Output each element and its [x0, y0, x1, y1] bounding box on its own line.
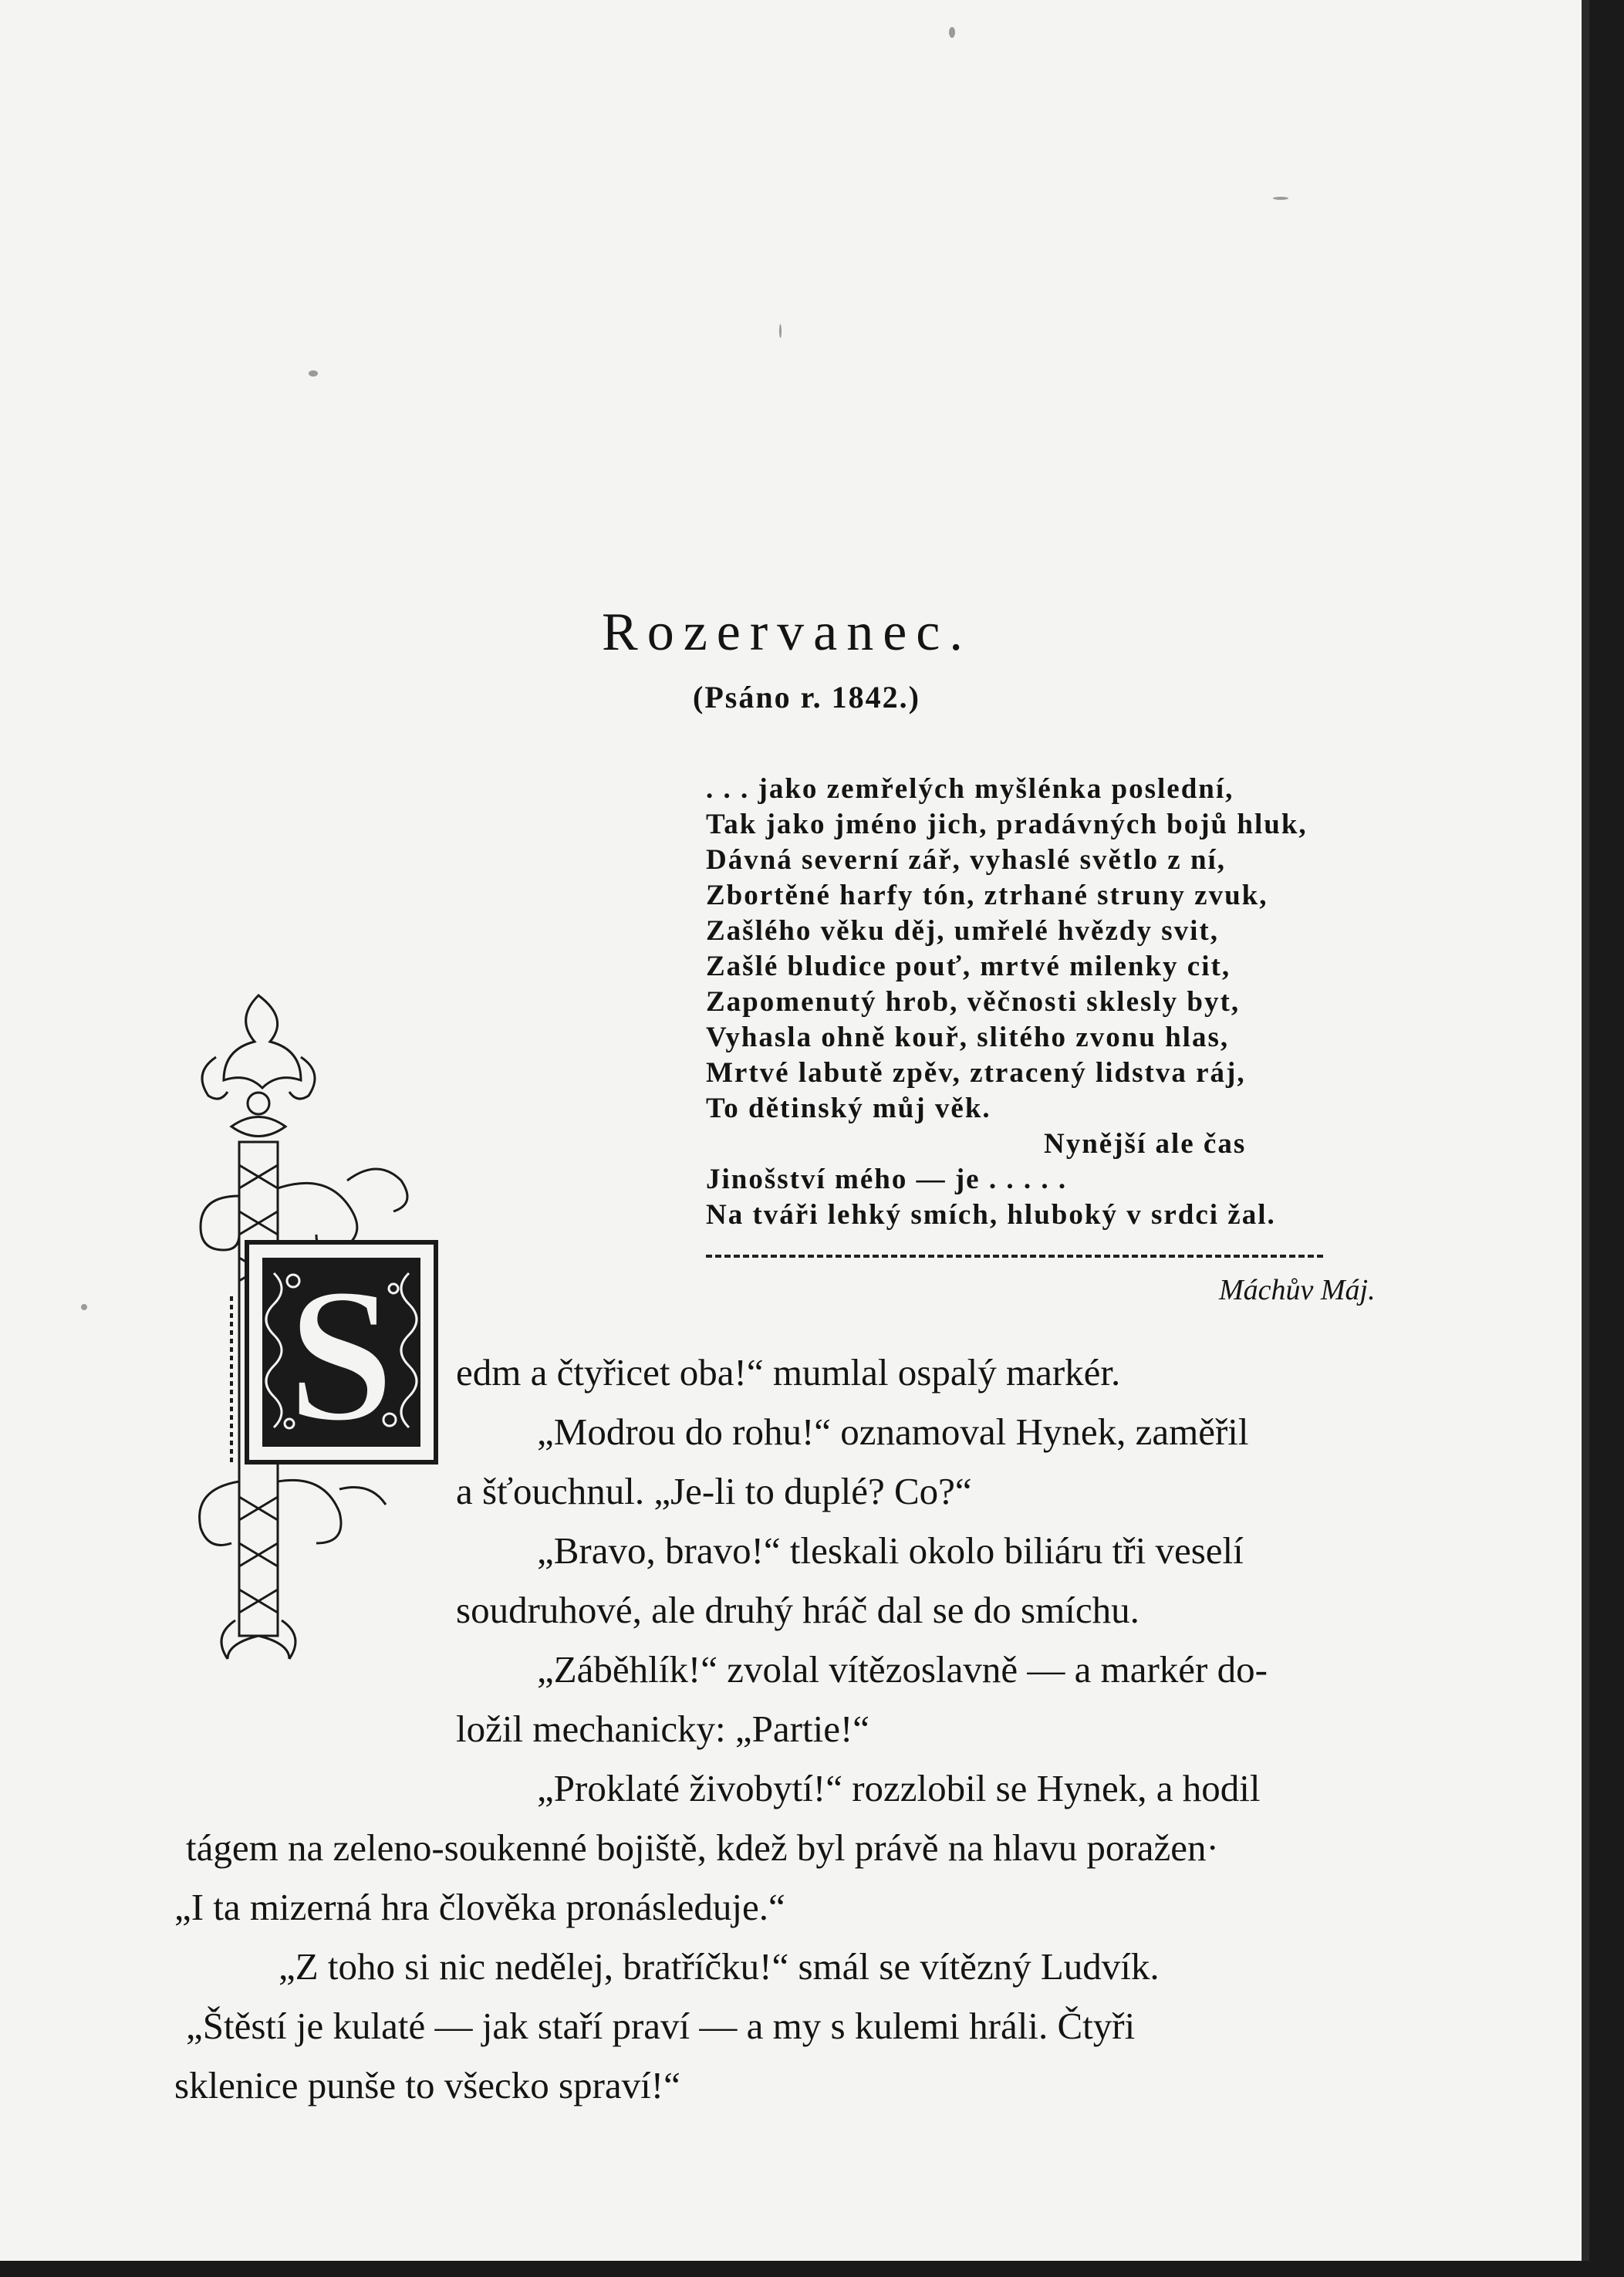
chapter-subtitle: (Psáno r. 1842.) [693, 680, 920, 715]
body-line: ložil mechanicky: „Partie!“ [456, 1708, 870, 1750]
body-line: „Záběhlík!“ zvolal vítězoslavně — a markér do- [537, 1648, 1268, 1691]
motto-line: Zašlého věku děj, umřelé hvězdy svit, [706, 915, 1219, 947]
initial-letter: S [287, 1248, 395, 1462]
motto-line: Dávná severní zář, vyhaslé světlo z ní, [706, 844, 1227, 876]
body-line: soudruhové, ale druhý hráč dal se do smíchu. [456, 1589, 1140, 1631]
motto-line: Zbortěné harfy tón, ztrhané struny zvuk, [706, 880, 1268, 911]
paper-speck [949, 27, 955, 38]
motto-verse [706, 772, 1477, 1258]
body-line: „Bravo, bravo!“ tleskali okolo biliáru tři veselí [537, 1529, 1244, 1572]
motto-line: To dětinský můj věk. [706, 1093, 991, 1124]
body-line: „I ta mizerná hra člověka pronásleduje.“ [174, 1886, 785, 1928]
dashed-rule [706, 1255, 1323, 1258]
body-line: „Z toho si nic nedělej, bratříčku!“ smál se vítězný Ludvík. [279, 1945, 1160, 1988]
motto-line: Zašlé bludice pouť, mrtvé milenky cit, [706, 951, 1231, 982]
body-line: tágem na zeleno-soukenné bojiště, kdež byl právě na hlavu poražen· [186, 1826, 1219, 1869]
body-line: edm a čtyřicet oba!“ mumlal ospalý markér. [456, 1351, 1121, 1394]
motto-line: Mrtvé labutě zpěv, ztracený lidstva ráj, [706, 1057, 1246, 1089]
body-line: „Štěstí je kulaté — jak staří praví — a my s kulemi hráli. Čtyři [186, 2005, 1136, 2047]
motto-line: Jinošství mého — je . . . . . [706, 1164, 1068, 1195]
body-line: „Modrou do rohu!“ oznamoval Hynek, zaměřil [537, 1410, 1249, 1453]
motto-line: Tak jako jméno jich, pradávných bojů hluk, [706, 809, 1308, 840]
body-text [174, 1343, 1447, 2115]
paper-speck [81, 1304, 87, 1310]
motto-line: Zapomenutý hrob, věčnosti sklesly byt, [706, 986, 1241, 1018]
body-line: a šťouchnul. „Je-li to duplé? Co?“ [456, 1470, 972, 1512]
body-line: sklenice punše to všecko spraví!“ [174, 2064, 680, 2106]
body-line: „Proklaté živobytí!“ rozzlobil se Hynek, a hodil [537, 1767, 1261, 1809]
paper-speck [1273, 197, 1288, 200]
motto-line: Na tváři lehký smích, hluboký v srdci žal. [706, 1199, 1276, 1231]
paper-speck [309, 370, 318, 377]
motto-attribution: Máchův Máj. [1219, 1274, 1376, 1306]
chapter-title: Rozervanec. [602, 603, 972, 662]
motto-line: Vyhasla ohně kouř, slitého zvonu hlas, [706, 1022, 1230, 1053]
paper-speck [779, 324, 782, 338]
motto-line: . . . jako zemřelých myšlénka poslední, [706, 773, 1234, 805]
motto-line: Nynější ale čas [1044, 1128, 1247, 1160]
